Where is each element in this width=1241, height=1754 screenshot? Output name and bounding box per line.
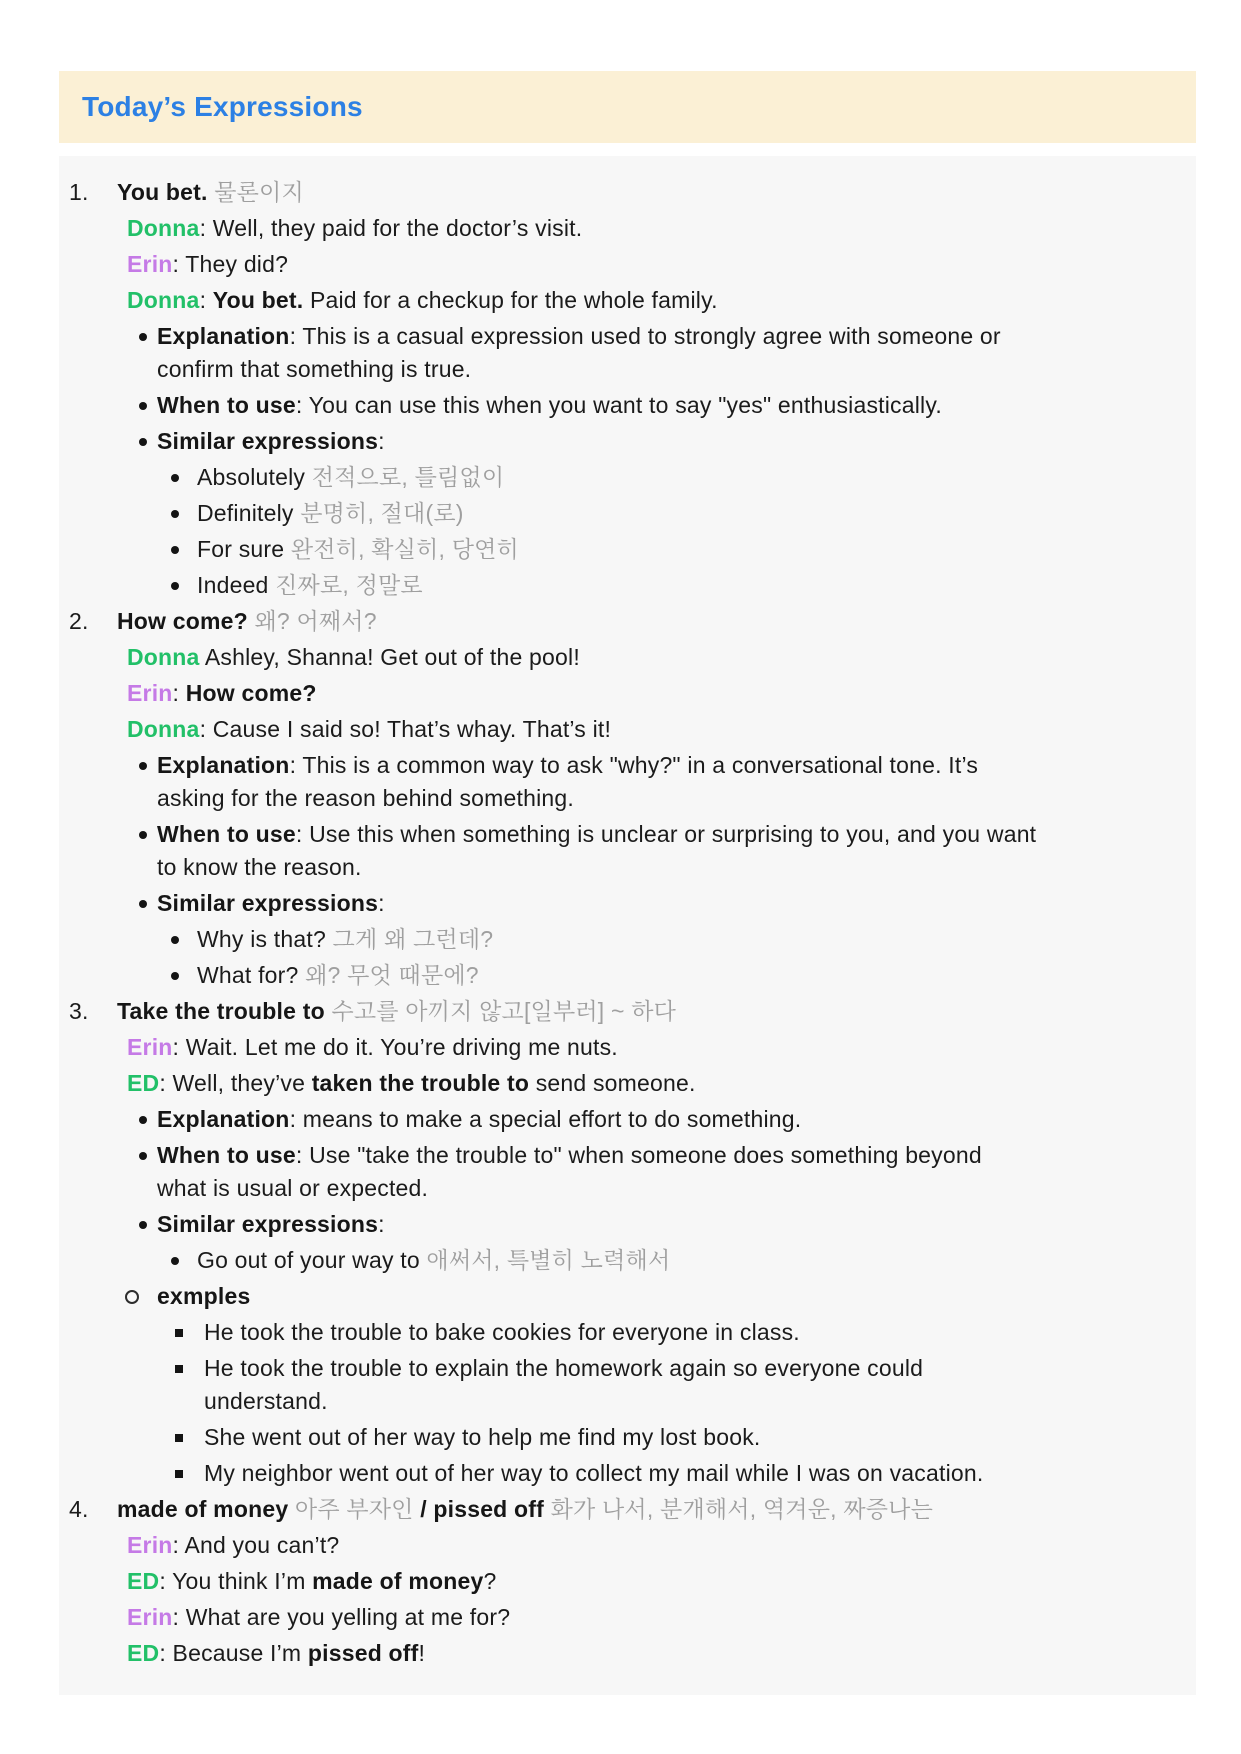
- dot-glyph: [139, 1152, 147, 1160]
- bullet-item: [59, 320, 1176, 386]
- text-segment: confirm that something is true.: [157, 356, 472, 382]
- dialogue-line: [59, 1601, 1176, 1634]
- text-segment: : This is a casual expression used to strongly agree with someone or: [289, 323, 1001, 349]
- content-block: [59, 156, 1196, 1695]
- text-segment-bold: made of money: [312, 1568, 484, 1594]
- dialogue-line: [59, 1031, 1176, 1064]
- line-text: [157, 425, 1176, 458]
- dot-glyph: [139, 402, 147, 410]
- line-text: [117, 605, 1176, 638]
- dot-glyph: [171, 474, 179, 482]
- text-segment-bold: made of money: [117, 1496, 289, 1522]
- bullet-icon: [139, 887, 157, 908]
- bullet-item: [59, 1103, 1176, 1136]
- line-text: [157, 818, 1176, 884]
- dialogue-line: [59, 1067, 1176, 1100]
- text-segment: :: [378, 428, 385, 454]
- bullet-icon: [139, 320, 157, 341]
- korean-translation: 수고를 아끼지 않고[일부러] ~ 하다: [331, 998, 677, 1024]
- dot-glyph: [171, 546, 179, 554]
- item-number: 4.: [69, 1496, 89, 1522]
- korean-translation: 왜? 무엇 때문에?: [305, 962, 479, 988]
- square-glyph: [175, 1329, 183, 1337]
- dot-glyph: [171, 972, 179, 980]
- line-text: [127, 1601, 1176, 1634]
- line-text: [127, 1565, 1176, 1598]
- dialogue-line: [59, 212, 1176, 245]
- square-bullet-icon: [175, 1457, 204, 1478]
- expression-list: [59, 176, 1176, 1670]
- speaker-name-green: ED: [127, 1640, 160, 1666]
- text-segment: what is usual or expected.: [157, 1175, 429, 1201]
- sub-bullet-item: [59, 1244, 1176, 1277]
- dot-glyph: [139, 438, 147, 446]
- text-segment: She went out of her way to help me find my lost book.: [204, 1424, 761, 1450]
- text-segment-bold: How come?: [117, 608, 248, 634]
- dialogue-line: [59, 713, 1176, 746]
- text-segment: : Well, they’ve: [159, 1070, 312, 1096]
- line-text: [204, 1421, 1176, 1454]
- korean-translation: 완전히, 확실히, 당연히: [290, 536, 519, 562]
- text-segment-bold: When to use: [157, 392, 296, 418]
- text-segment-bold: Explanation: [157, 323, 290, 349]
- line-text: [127, 1067, 1176, 1100]
- text-segment: : This is a common way to ask "why?" in a conversational tone. It’s: [289, 752, 979, 778]
- line-text: [117, 176, 1176, 209]
- dot-glyph: [171, 936, 179, 944]
- bullet-icon: [171, 497, 197, 518]
- item-number: 3.: [69, 998, 89, 1024]
- speaker-name-purple: Erin: [127, 1532, 173, 1558]
- text-segment: Go out of your way to: [197, 1247, 427, 1273]
- korean-translation: 진짜로, 정말로: [275, 572, 423, 598]
- speaker-name-green: ED: [127, 1070, 160, 1096]
- dot-glyph: [171, 510, 179, 518]
- line-text: [117, 995, 1176, 1028]
- text-segment: ?: [483, 1568, 497, 1594]
- text-segment: understand.: [204, 1388, 328, 1414]
- text-segment: What for?: [197, 962, 306, 988]
- line-text: [127, 1031, 1176, 1064]
- square-glyph: [175, 1470, 183, 1478]
- sub-bullet-item: [59, 923, 1176, 956]
- text-segment: : means to make a special effort to do something.: [289, 1106, 802, 1132]
- speaker-name-purple: Erin: [127, 680, 173, 706]
- circle-bullet-icon: [125, 1280, 157, 1304]
- dot-glyph: [139, 1221, 147, 1229]
- text-segment: Ashley, Shanna! Get out of the pool!: [199, 644, 580, 670]
- text-segment: Definitely: [197, 500, 301, 526]
- text-segment: : You can use this when you want to say "yes" enthusiastically.: [295, 392, 942, 418]
- text-segment-bold: / pissed off: [420, 1496, 544, 1522]
- dialogue-line: [59, 1565, 1176, 1598]
- text-segment: Why is that?: [197, 926, 333, 952]
- text-segment: !: [418, 1640, 426, 1666]
- text-segment-bold: Explanation: [157, 752, 290, 778]
- korean-translation: 분명히, 절대(로): [300, 500, 464, 526]
- bullet-icon: [139, 389, 157, 410]
- bullet-item: [59, 1208, 1176, 1241]
- square-bullet-icon: [175, 1352, 204, 1373]
- korean-translation: 전적으로, 틀림없이: [311, 464, 505, 490]
- line-text: [127, 677, 1176, 710]
- text-segment: My neighbor went out of her way to collect my mail while I was on vacation.: [204, 1460, 984, 1486]
- bullet-icon: [139, 749, 157, 770]
- text-segment: : What are you yelling at me for?: [172, 1604, 511, 1630]
- line-text: [127, 284, 1176, 317]
- text-segment-bold: When to use: [157, 821, 296, 847]
- text-segment: : Cause I said so! That’s whay. That’s it!: [199, 716, 612, 742]
- text-segment-bold: exmples: [157, 1283, 251, 1309]
- example-item: [59, 1421, 1176, 1454]
- line-text: [127, 713, 1176, 746]
- numbered-item: [59, 1493, 1176, 1526]
- example-item: [59, 1316, 1176, 1349]
- text-segment: :: [172, 680, 186, 706]
- korean-translation: 화가 나서, 분개해서, 역겨운, 짜증나는: [544, 1496, 933, 1522]
- bullet-icon: [171, 569, 197, 590]
- circle-glyph: [125, 1290, 139, 1304]
- line-text: [197, 569, 1176, 602]
- dialogue-line: [59, 1529, 1176, 1562]
- line-text: [204, 1316, 1176, 1349]
- line-text: [157, 749, 1176, 815]
- bullet-icon: [171, 461, 197, 482]
- example-item: [59, 1352, 1176, 1418]
- text-segment: He took the trouble to bake cookies for everyone in class.: [204, 1319, 800, 1345]
- text-segment: asking for the reason behind something.: [157, 785, 574, 811]
- line-text: [157, 1103, 1176, 1136]
- bullet-icon: [139, 1208, 157, 1229]
- line-text: [204, 1352, 1176, 1418]
- item-number: 1.: [69, 179, 89, 205]
- text-segment: to know the reason.: [157, 854, 362, 880]
- speaker-name-green: Donna: [127, 716, 200, 742]
- text-segment-bold: How come?: [185, 680, 317, 706]
- dialogue-line: [59, 248, 1176, 281]
- text-segment: : Wait. Let me do it. You’re driving me nuts.: [172, 1034, 618, 1060]
- line-text: [127, 641, 1176, 674]
- dot-glyph: [171, 582, 179, 590]
- page-title: Today’s Expressions: [82, 91, 363, 122]
- speaker-name-purple: Erin: [127, 1604, 173, 1630]
- item-number: 2.: [69, 608, 89, 634]
- square-glyph: [175, 1434, 183, 1442]
- korean-translation: 애써서, 특별히 노력해서: [426, 1247, 671, 1273]
- text-segment: send someone.: [529, 1070, 696, 1096]
- sub-bullet-item: [59, 533, 1176, 566]
- line-text: [197, 1244, 1176, 1277]
- sub-bullet-item: [59, 461, 1176, 494]
- text-segment-bold: pissed off: [307, 1640, 419, 1666]
- bullet-item: [59, 749, 1176, 815]
- text-segment-bold: You bet.: [212, 287, 304, 313]
- speaker-name-purple: Erin: [127, 251, 173, 277]
- bullet-item: [59, 1139, 1176, 1205]
- text-segment: For sure: [197, 536, 291, 562]
- line-text: [157, 887, 1176, 920]
- text-segment: He took the trouble to explain the homework again so everyone could: [204, 1355, 924, 1381]
- korean-translation: 그게 왜 그런데?: [332, 926, 494, 952]
- line-text: [157, 320, 1176, 386]
- callout-header: [59, 71, 1196, 143]
- numbered-item: [59, 995, 1176, 1028]
- dialogue-line: [59, 641, 1176, 674]
- line-text: [157, 1208, 1176, 1241]
- line-text: [117, 1493, 1176, 1526]
- text-segment: :: [378, 1211, 385, 1237]
- text-segment-bold: Similar expressions: [157, 1211, 379, 1237]
- line-text: [127, 212, 1176, 245]
- dot-glyph: [171, 1257, 179, 1265]
- text-segment-bold: You bet.: [117, 179, 208, 205]
- text-segment: Paid for a checkup for the whole family.: [303, 287, 718, 313]
- bullet-icon: [139, 1139, 157, 1160]
- line-text: [204, 1457, 1176, 1490]
- line-text: [197, 923, 1176, 956]
- text-segment-bold: taken the trouble to: [311, 1070, 530, 1096]
- sub-bullet-item: [59, 959, 1176, 992]
- dialogue-line: [59, 1637, 1176, 1670]
- square-bullet-icon: [175, 1421, 204, 1442]
- korean-translation: 왜? 어째서?: [247, 608, 377, 634]
- dot-glyph: [139, 1116, 147, 1124]
- line-text: [197, 497, 1176, 530]
- line-text: [127, 1529, 1176, 1562]
- speaker-name-green: Donna: [127, 287, 200, 313]
- text-segment: Indeed: [197, 572, 276, 598]
- line-text: [197, 533, 1176, 566]
- dot-glyph: [139, 762, 147, 770]
- square-bullet-icon: [175, 1316, 204, 1337]
- line-text: [127, 248, 1176, 281]
- bullet-icon: [139, 818, 157, 839]
- example-item: [59, 1457, 1176, 1490]
- bullet-icon: [171, 959, 197, 980]
- text-segment: : And you can’t?: [172, 1532, 340, 1558]
- text-segment-bold: Take the trouble to: [117, 998, 332, 1024]
- bullet-icon: [171, 533, 197, 554]
- line-text: [127, 1637, 1176, 1670]
- line-text: [157, 1280, 1176, 1313]
- bullet-icon: [139, 1103, 157, 1124]
- text-segment: : They did?: [172, 251, 289, 277]
- dialogue-line: [59, 677, 1176, 710]
- text-segment-bold: When to use: [157, 1142, 296, 1168]
- line-text: [197, 461, 1176, 494]
- text-segment: :: [199, 287, 213, 313]
- line-text: [157, 389, 1176, 422]
- square-glyph: [175, 1365, 183, 1373]
- numbered-item: [59, 605, 1176, 638]
- text-segment-bold: Similar expressions: [157, 890, 379, 916]
- bullet-item: [59, 887, 1176, 920]
- text-segment: : Use this when something is unclear or surprising to you, and you want: [295, 821, 1037, 847]
- text-segment-bold: Similar expressions: [157, 428, 379, 454]
- speaker-name-green: ED: [127, 1568, 160, 1594]
- dot-glyph: [139, 333, 147, 341]
- dot-glyph: [139, 900, 147, 908]
- sub-bullet-item: [59, 497, 1176, 530]
- text-segment: : Because I’m: [159, 1640, 308, 1666]
- bullet-item: [59, 389, 1176, 422]
- text-segment: Absolutely: [197, 464, 312, 490]
- speaker-name-green: Donna: [127, 644, 200, 670]
- text-segment: : You think I’m: [159, 1568, 313, 1594]
- text-segment-bold: Explanation: [157, 1106, 290, 1132]
- bullet-icon: [171, 923, 197, 944]
- korean-translation: 물론이지: [207, 179, 304, 205]
- circle-bullet-item: [59, 1280, 1176, 1313]
- dot-glyph: [139, 831, 147, 839]
- bullet-icon: [171, 1244, 197, 1265]
- bullet-item: [59, 818, 1176, 884]
- bullet-item: [59, 425, 1176, 458]
- numbered-item: [59, 176, 1176, 209]
- speaker-name-green: Donna: [127, 215, 200, 241]
- line-text: [197, 959, 1176, 992]
- text-segment: : Well, they paid for the doctor’s visit.: [199, 215, 583, 241]
- line-text: [157, 1139, 1176, 1205]
- speaker-name-purple: Erin: [127, 1034, 173, 1060]
- text-segment: :: [378, 890, 385, 916]
- dialogue-line: [59, 284, 1176, 317]
- sub-bullet-item: [59, 569, 1176, 602]
- text-segment: : Use "take the trouble to" when someone does something beyond: [295, 1142, 982, 1168]
- korean-translation: 아주 부자인: [288, 1496, 421, 1522]
- bullet-icon: [139, 425, 157, 446]
